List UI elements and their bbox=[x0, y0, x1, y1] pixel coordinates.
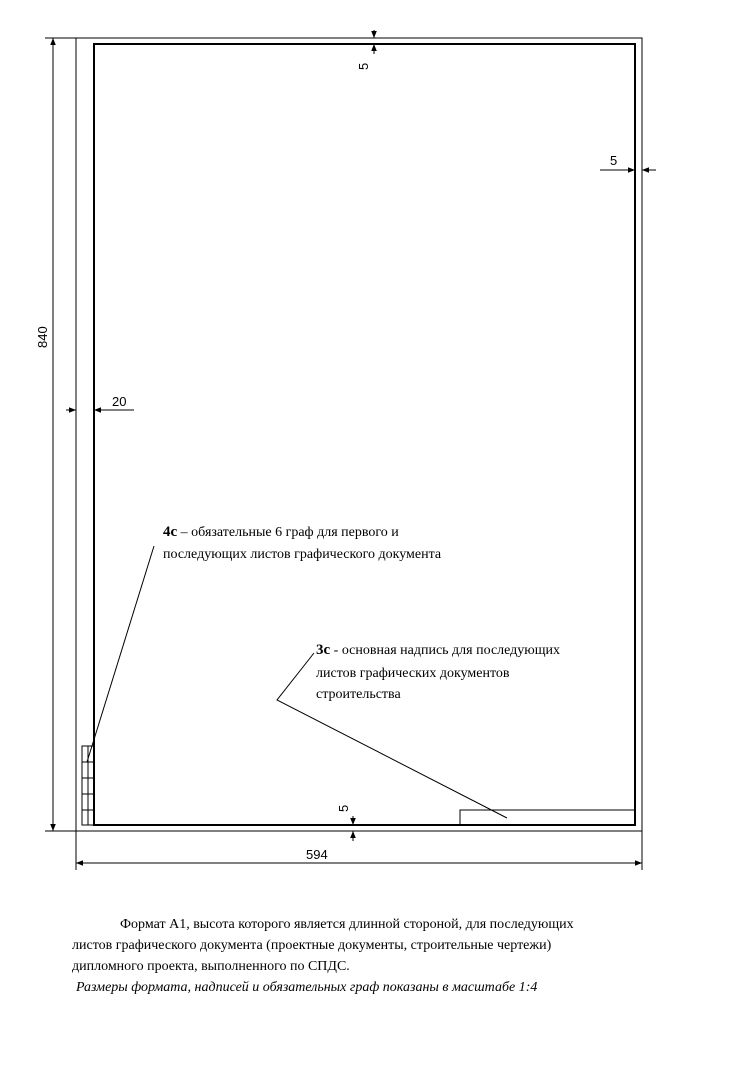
caption bbox=[72, 914, 672, 998]
callout-4c-code: 4с bbox=[163, 524, 178, 540]
sheet-outline bbox=[76, 38, 642, 831]
callout-3c bbox=[316, 642, 560, 658]
callout-3c-text-3: строительства bbox=[316, 687, 401, 702]
drawing-frame bbox=[94, 44, 635, 825]
callout-4c-text-2: последующих листов графического документа bbox=[163, 547, 442, 562]
dim-top-margin-label: 5 bbox=[356, 62, 371, 70]
callout-3c-text-1: - основная надпись для последующих bbox=[330, 643, 561, 658]
leader-4c bbox=[87, 546, 154, 762]
dim-width-label: 594 bbox=[306, 847, 328, 862]
callout-4c-text-1: – обязательные 6 граф для первого и bbox=[177, 525, 399, 540]
caption-line-3: дипломного проекта, выполненного по СПДС. bbox=[72, 959, 350, 974]
dim-left-margin-label: 20 bbox=[112, 394, 127, 409]
caption-line-1-text: Формат А1, высота которого является длинной стороной, для последующих bbox=[120, 917, 574, 932]
dim-height-label: 840 bbox=[35, 326, 50, 348]
callout-3c-code: 3с bbox=[316, 642, 331, 658]
callout-3c-text-2: листов графических документов bbox=[316, 666, 510, 681]
caption-line-2: листов графического документа (проектные документы, строительные чертежи) bbox=[72, 938, 552, 953]
dim-right-margin-label: 5 bbox=[610, 153, 618, 168]
title-block-3c bbox=[460, 810, 635, 825]
caption-line-1 bbox=[72, 914, 672, 935]
dim-height bbox=[45, 38, 76, 831]
dim-bottom-margin-label: 5 bbox=[336, 804, 351, 812]
caption-note: Размеры формата, надписей и обязательных граф показаны в масштабе 1:4 bbox=[76, 980, 538, 995]
dim-width bbox=[76, 831, 642, 870]
callout-4c bbox=[163, 524, 399, 540]
